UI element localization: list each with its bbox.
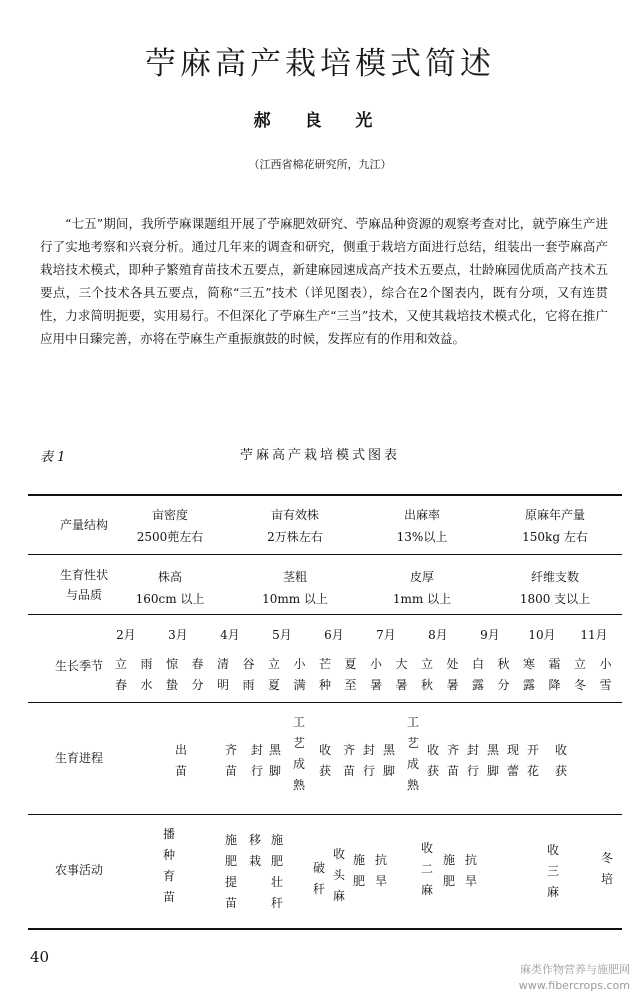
abstract-paragraph: “七五”期间，我所苧麻课题组开展了苧麻肥效研究、苧麻品种资源的观察考查对比，就苧麻生产进行了实地考察和兴衰分析。通过几年来的调查和研究，侧重于栽培方面进行总结，组装出一套苧麻高产栽培技术模式，即种子繁殖育苗技术五要点，新建麻园速成高产技术五要点，壮龄麻园优质高产技术五要点，三个技术各具五要点，简称“三五”技术（详见图表），综合在2个图表内，既有分项，又有连贯性，力求简明扼要，实用易行。不但深化了苧麻生产“三当”技术，又使其栽培技术模式化，它将在推广应用中日臻完善，亦将在苧麻生产重振旗鼓的时候，发挥应有的作用和效益。: [40, 216, 608, 346]
solar-term: 立冬: [573, 657, 586, 692]
growth-stage: 封行: [466, 743, 479, 778]
row-label-season: 生长季节: [54, 659, 103, 673]
solar-term: 处暑: [446, 657, 459, 692]
yield-item-name: 亩密度: [151, 508, 188, 522]
month-label: 6月: [324, 628, 344, 642]
solar-term: 春分: [191, 657, 204, 692]
growth-stage: 封行: [362, 743, 375, 778]
trait-item-name: 株高: [157, 570, 182, 584]
month-label: 10月: [528, 628, 556, 642]
watermark-name: 麻类作物营养与施肥网: [520, 963, 630, 976]
month-label: 9月: [480, 628, 500, 642]
article-title: 苧麻高产栽培模式简述: [145, 46, 495, 82]
solar-term: 寒露: [522, 657, 535, 692]
farm-activity: 施肥: [352, 853, 365, 888]
author-affiliation: （江西省棉花研究所，九江）: [248, 158, 392, 171]
month-label: 2月: [116, 628, 136, 642]
month-label: 11月: [580, 628, 608, 642]
table-label: 表 1: [40, 450, 66, 465]
growth-stage: 现蕾: [506, 743, 519, 778]
farm-activity: 收头麻: [332, 847, 345, 903]
table-top-rule: [28, 494, 622, 496]
growth-stage: 收获: [426, 743, 439, 778]
farm-activity: 破秆: [312, 861, 325, 896]
table-bottom-rule: [28, 928, 622, 930]
yield-item-name: 原麻年产量: [524, 508, 585, 522]
growth-stage: 黑脚: [382, 743, 395, 778]
month-label: 5月: [272, 628, 292, 642]
table-row-divider: [28, 814, 622, 815]
farm-activity: 冬培: [600, 851, 613, 886]
growth-stage: 收获: [318, 743, 331, 778]
solar-term: 清明: [216, 657, 229, 692]
solar-term: 立夏: [267, 657, 280, 692]
growth-stage: 黑脚: [268, 743, 281, 778]
solar-term: 夏至: [344, 657, 357, 692]
trait-item-name: 纤维支数: [530, 570, 579, 584]
growth-stage: 黑脚: [486, 743, 499, 778]
solar-term: 芒种: [318, 657, 331, 692]
trait-item-name: 茎粗: [282, 570, 307, 584]
table-title: 苧麻高产栽培模式图表: [239, 448, 400, 463]
trait-item-value: 1800 支以上: [519, 592, 591, 606]
solar-term: 秋分: [497, 657, 510, 692]
site-watermark: [470, 962, 630, 994]
farm-activity: 收二麻: [420, 841, 433, 897]
month-label: 8月: [428, 628, 448, 642]
yield-item-value: 2万株左右: [267, 530, 323, 544]
growth-stage: 工艺成熟: [406, 715, 419, 792]
growth-stage: 封行: [250, 743, 263, 778]
farm-activity: 播种育苗: [162, 827, 175, 904]
row-label-traits: 与品质: [65, 588, 102, 602]
solar-term: 大暑: [395, 657, 408, 692]
author-name: 郝 良 光: [253, 111, 387, 131]
trait-item-value: 160cm 以上: [135, 592, 205, 606]
solar-term: 霜降: [548, 657, 561, 692]
solar-term: 白露: [471, 657, 484, 692]
growth-stage: 齐苗: [224, 743, 237, 778]
farm-activity: 施肥提苗: [224, 833, 237, 910]
page-number: 40: [30, 948, 50, 966]
trait-item-value: 1mm 以上: [392, 592, 452, 606]
growth-stage: 开花: [526, 743, 539, 778]
watermark-url: www.fibercrops.com: [518, 979, 630, 992]
solar-term: 小雪: [599, 657, 612, 692]
month-label: 3月: [168, 628, 188, 642]
solar-term: 立秋: [420, 657, 433, 692]
row-label-farming: 农事活动: [54, 863, 103, 877]
yield-item-value: 150kg 左右: [522, 530, 588, 544]
row-label-traits: 生育性状: [59, 568, 108, 582]
solar-term: 小满: [293, 657, 306, 692]
solar-term: 谷雨: [242, 657, 255, 692]
yield-item-value: 13%以上: [396, 530, 448, 544]
abstract: [40, 212, 608, 350]
yield-item-name: 出麻率: [403, 508, 440, 522]
farm-activity: 施肥壮秆: [270, 833, 283, 910]
row-label-yield: 产量结构: [59, 518, 108, 532]
solar-term: 惊蛰: [165, 657, 178, 692]
growth-stage: 齐苗: [342, 743, 355, 778]
farm-activity: 移栽: [248, 833, 261, 868]
month-label: 4月: [220, 628, 240, 642]
yield-item-value: 2500蔸左右: [136, 530, 204, 544]
yield-item-name: 亩有效株: [270, 508, 319, 522]
farm-activity: 施肥: [442, 853, 455, 888]
farm-activity: 抗旱: [464, 853, 477, 888]
trait-item-name: 皮厚: [409, 570, 434, 584]
solar-term: 雨水: [140, 657, 153, 692]
solar-term: 立春: [114, 657, 127, 692]
growth-stage: 工艺成熟: [292, 715, 305, 792]
table-row-divider: [28, 554, 622, 555]
growth-stage: 出苗: [174, 743, 187, 778]
table-row-divider: [28, 702, 622, 703]
row-label-growth: 生育进程: [54, 751, 103, 765]
farm-activity: 收三麻: [546, 843, 559, 899]
trait-item-value: 10mm 以上: [262, 592, 328, 606]
growth-stage: 齐苗: [446, 743, 459, 778]
growth-stage: 收获: [554, 743, 567, 778]
month-label: 7月: [376, 628, 396, 642]
solar-term: 小暑: [369, 657, 382, 692]
farm-activity: 抗旱: [374, 853, 387, 888]
table-row-divider: [28, 614, 622, 615]
